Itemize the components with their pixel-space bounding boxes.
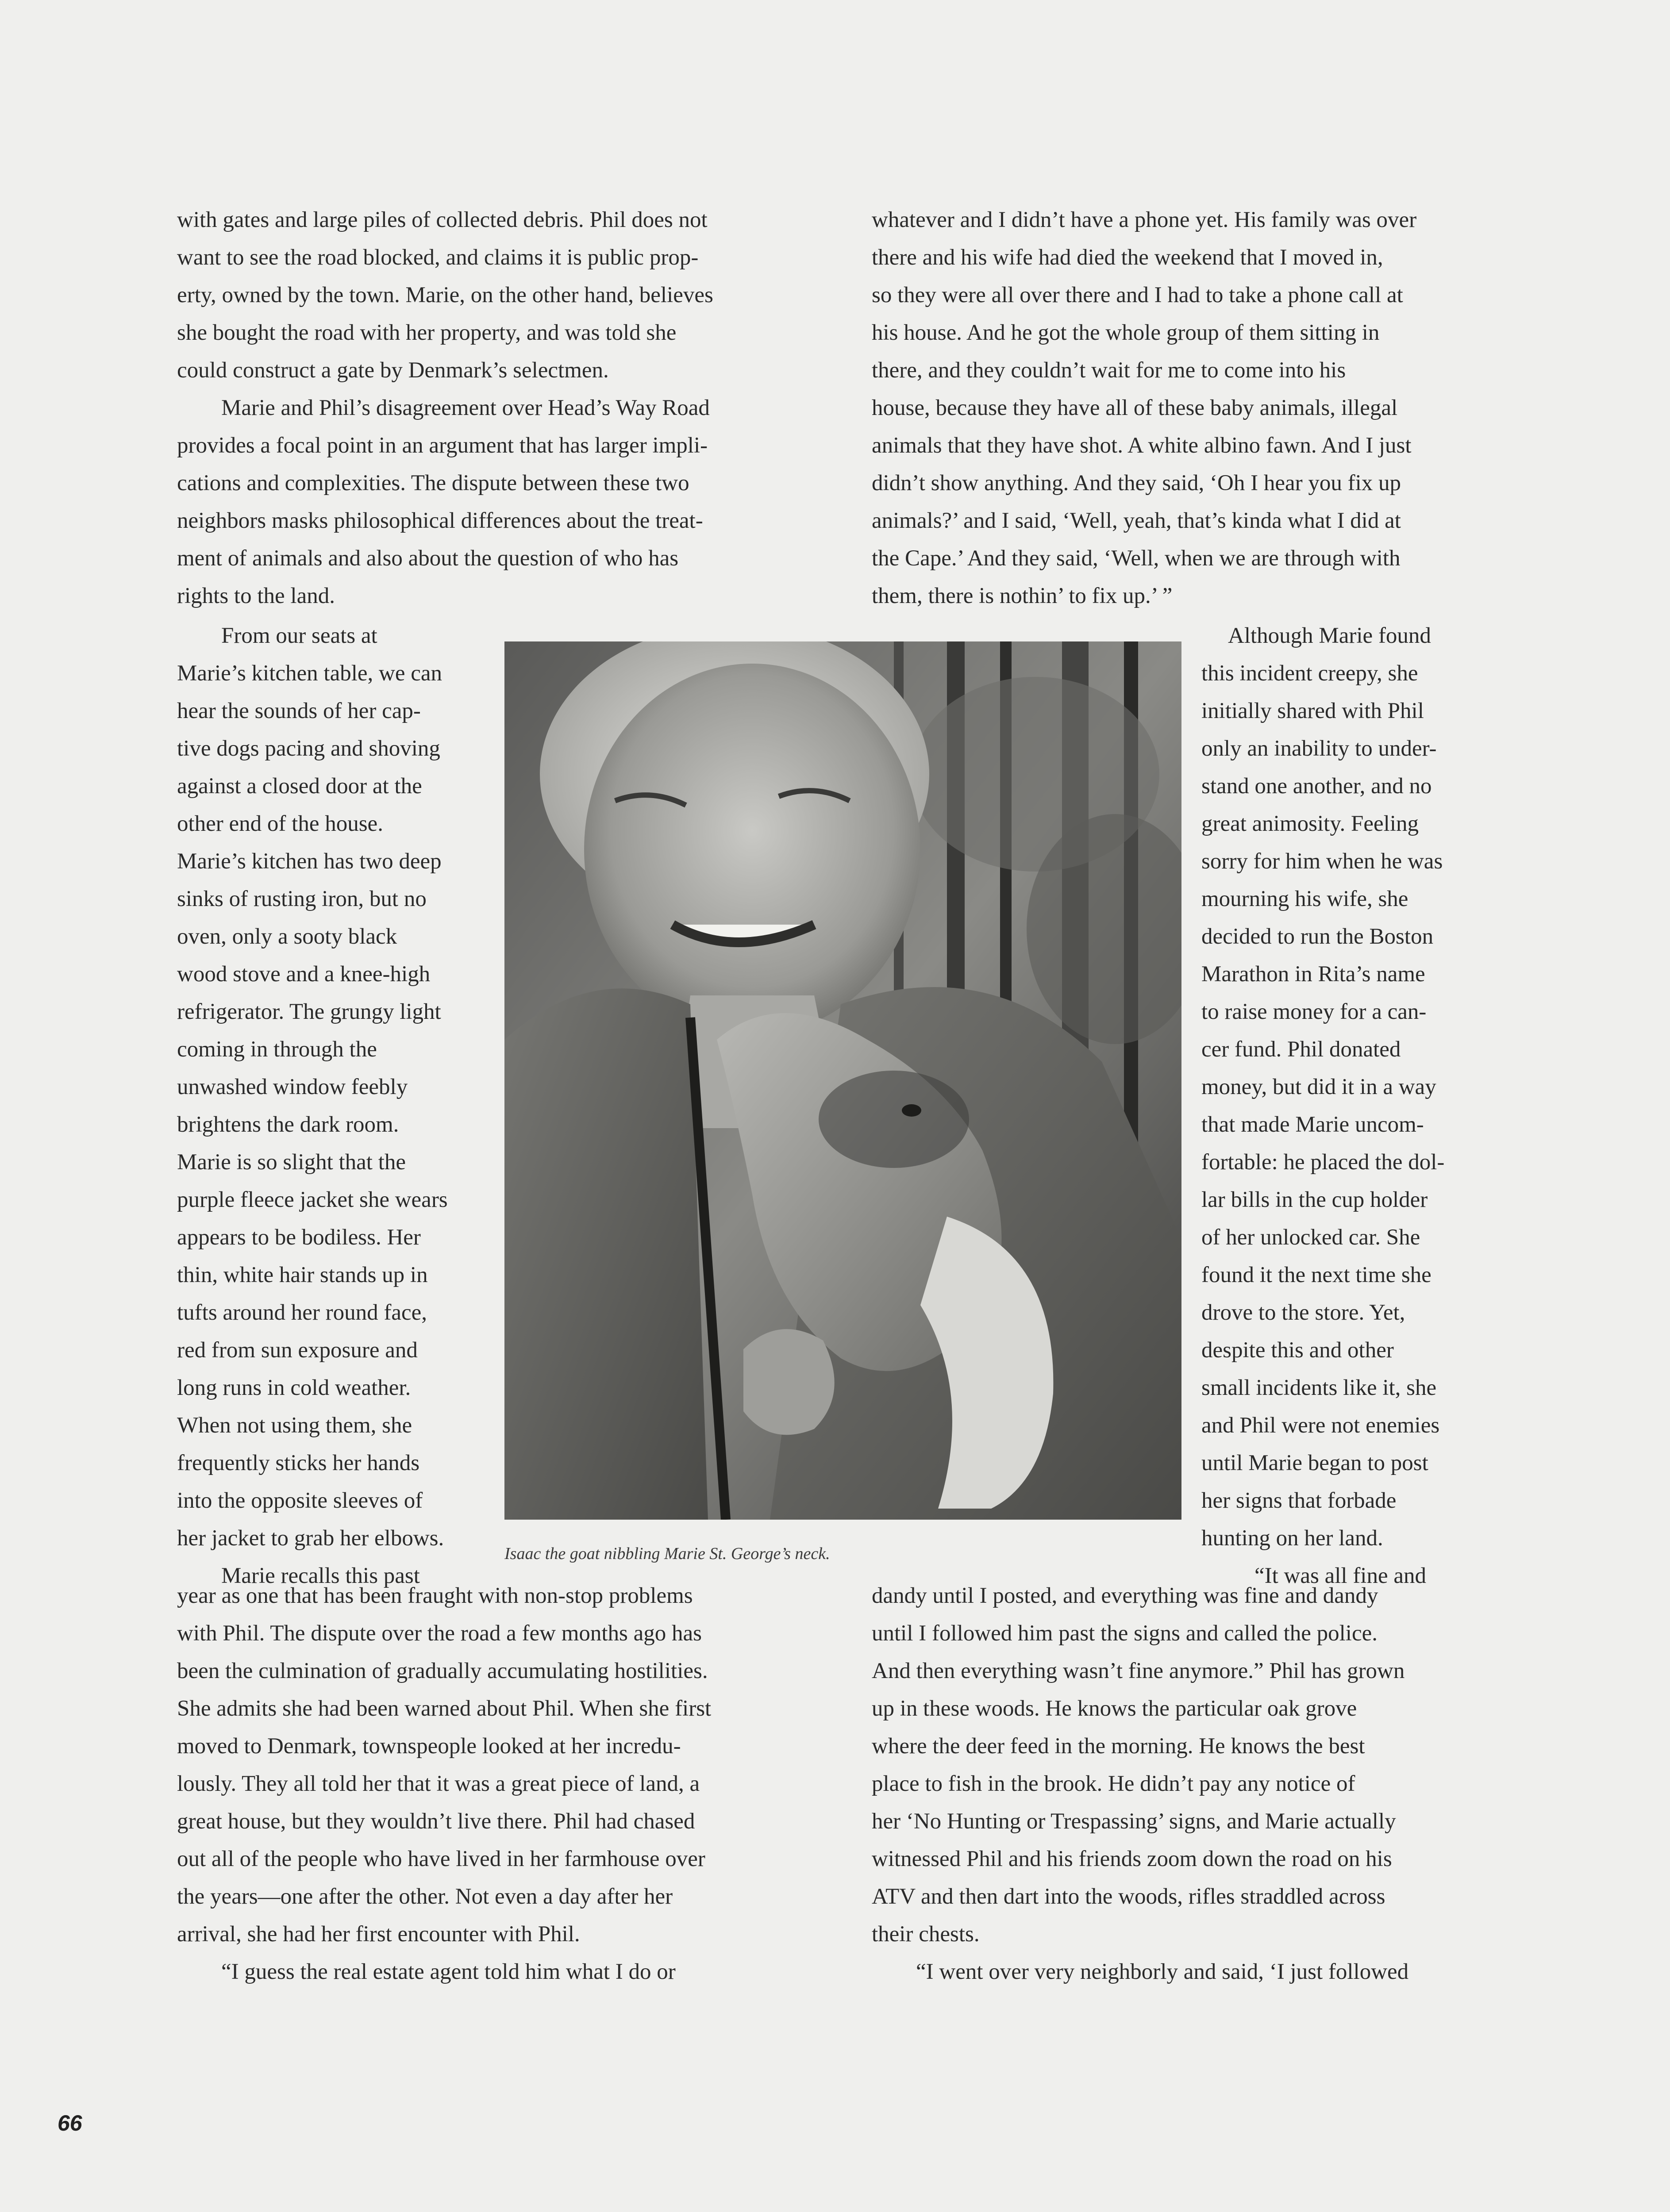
text-line: oven, only a sooty black	[177, 924, 397, 949]
text-line: lously. They all told her that it was a great piece of land, a	[177, 1771, 700, 1796]
text-line: “I went over very neighborly and said, ‘I just followed	[916, 1959, 1409, 1984]
text-line: until I followed him past the signs and called the police.	[872, 1621, 1378, 1646]
text-line: could construct a gate by Denmark’s selectmen.	[177, 358, 609, 383]
text-line: long runs in cold weather.	[177, 1375, 411, 1400]
text-line: other end of the house.	[177, 811, 383, 836]
text-line: animals that they have shot. A white albino fawn. And I just	[872, 433, 1412, 458]
text-line: his house. And he got the whole group of them sitting in	[872, 320, 1380, 345]
text-line: their chests.	[872, 1922, 980, 1947]
text-line: “I guess the real estate agent told him what I do or	[221, 1959, 676, 1984]
text-line: and Phil were not enemies	[1201, 1413, 1440, 1438]
text-line: frequently sticks her hands	[177, 1451, 420, 1475]
text-line: coming in through the	[177, 1037, 377, 1062]
text-line: hear the sounds of her cap-	[177, 699, 421, 723]
text-line: arrival, she had her first encounter with Phil.	[177, 1922, 580, 1947]
text-line: brightens the dark room.	[177, 1112, 399, 1137]
right-column-wrap-text	[1201, 617, 1489, 1595]
text-line: to raise money for a can-	[1201, 999, 1427, 1024]
text-line: sinks of rusting iron, but no	[177, 887, 427, 911]
text-line: ATV and then dart into the woods, rifles straddled across	[872, 1884, 1385, 1909]
text-line: Marie’s kitchen table, we can	[177, 661, 443, 686]
text-line: decided to run the Boston	[1201, 924, 1434, 949]
text-line: appears to be bodiless. Her	[177, 1225, 421, 1250]
text-line: red from sun exposure and	[177, 1338, 418, 1363]
text-line: Marie is so slight that the	[177, 1150, 406, 1175]
text-line: tive dogs pacing and shoving	[177, 736, 440, 761]
text-line: that made Marie uncom-	[1201, 1112, 1424, 1137]
text-line: Marie’s kitchen has two deep	[177, 849, 442, 874]
text-line: unwashed window feebly	[177, 1075, 408, 1099]
right-column-bottom-text	[872, 1577, 1487, 1991]
text-line: whatever and I didn’t have a phone yet. His family was over	[872, 207, 1417, 232]
text-line: been the culmination of gradually accumulating hostilities.	[177, 1659, 708, 1683]
text-line: Although Marie found	[1228, 623, 1431, 648]
text-line: erty, owned by the town. Marie, on the other hand, believes	[177, 283, 713, 307]
text-line: moved to Denmark, townspeople looked at her incredu-	[177, 1734, 681, 1759]
text-line: place to fish in the brook. He didn’t pay any notice of	[872, 1771, 1355, 1796]
text-line: mourning his wife, she	[1201, 887, 1408, 911]
text-line: sorry for him when he was	[1201, 849, 1443, 874]
text-line: where the deer feed in the morning. He knows the best	[872, 1734, 1365, 1759]
text-line: thin, white hair stands up in	[177, 1263, 428, 1287]
text-line: want to see the road blocked, and claims it is public prop-	[177, 245, 699, 270]
text-line: drove to the store. Yet,	[1201, 1300, 1405, 1325]
text-line: them, there is nothin’ to fix up.’ ”	[872, 584, 1173, 608]
text-line: tufts around her round face,	[177, 1300, 427, 1325]
text-line: year as one that has been fraught with non-stop problems	[177, 1583, 693, 1608]
text-line: From our seats at	[221, 623, 377, 648]
text-line: When not using them, she	[177, 1413, 412, 1438]
text-line: hunting on her land.	[1201, 1526, 1383, 1551]
text-line: wood stove and a knee-high	[177, 962, 431, 987]
text-line: house, because they have all of these baby animals, illegal	[872, 396, 1398, 420]
text-line: up in these woods. He knows the particular oak grove	[872, 1696, 1357, 1721]
text-line: only an inability to under-	[1201, 736, 1437, 761]
text-line: out all of the people who have lived in her farmhouse over	[177, 1847, 705, 1871]
page-number: 66	[58, 2111, 82, 2135]
text-line: despite this and other	[1201, 1338, 1394, 1363]
text-line: And then everything wasn’t fine anymore.” Phil has grown	[872, 1659, 1405, 1683]
text-line: Marathon in Rita’s name	[1201, 962, 1425, 987]
text-line: found it the next time she	[1201, 1263, 1431, 1287]
text-line: great house, but they wouldn’t live there. Phil had chased	[177, 1809, 695, 1834]
text-line: fortable: he placed the dol-	[1201, 1150, 1445, 1175]
text-line: She admits she had been warned about Phil. When she first	[177, 1696, 712, 1721]
text-line: until Marie began to post	[1201, 1451, 1428, 1475]
photo-caption: Isaac the goat nibbling Marie St. George’s neck.	[504, 1544, 830, 1563]
text-line: so they were all over there and I had to take a phone call at	[872, 283, 1403, 307]
text-line: there and his wife had died the weekend that I moved in,	[872, 245, 1383, 270]
text-line: Marie recalls this past	[221, 1563, 420, 1588]
left-column-bottom-text	[177, 1577, 792, 1991]
text-line: provides a focal point in an argument that has larger impli-	[177, 433, 708, 458]
text-line: her signs that forbade	[1201, 1488, 1397, 1513]
text-line: didn’t show anything. And they said, ‘Oh I hear you fix up	[872, 471, 1401, 495]
text-line: with gates and large piles of collected debris. Phil does not	[177, 207, 708, 232]
text-line: small incidents like it, she	[1201, 1375, 1437, 1400]
text-line: her jacket to grab her elbows.	[177, 1526, 444, 1551]
text-line: rights to the land.	[177, 584, 335, 608]
text-line: the Cape.’ And they said, ‘Well, when we are through with	[872, 546, 1401, 571]
text-line: the years—one after the other. Not even a day after her	[177, 1884, 673, 1909]
left-column-top-text	[177, 201, 792, 615]
text-line: stand one another, and no	[1201, 774, 1432, 799]
text-line: great animosity. Feeling	[1201, 811, 1419, 836]
left-column-wrap-text	[177, 617, 487, 1595]
text-line: money, but did it in a way	[1201, 1075, 1436, 1099]
photo-illustration-icon	[504, 641, 1181, 1520]
text-line: her ‘No Hunting or Trespassing’ signs, and Marie actually	[872, 1809, 1396, 1834]
text-line: “It was all fine and	[1254, 1563, 1427, 1588]
text-line: neighbors masks philosophical differences about the treat-	[177, 508, 703, 533]
text-line: purple fleece jacket she wears	[177, 1187, 448, 1212]
text-line: lar bills in the cup holder	[1201, 1187, 1428, 1212]
text-line: of her unlocked car. She	[1201, 1225, 1420, 1250]
text-line: there, and they couldn’t wait for me to come into his	[872, 358, 1346, 383]
text-line: she bought the road with her property, and was told she	[177, 320, 677, 345]
text-line: with Phil. The dispute over the road a few months ago has	[177, 1621, 702, 1646]
photo-woman-with-goat	[504, 641, 1181, 1520]
text-line: cations and complexities. The dispute between these two	[177, 471, 689, 495]
text-line: refrigerator. The grungy light	[177, 999, 441, 1024]
text-line: this incident creepy, she	[1201, 661, 1418, 686]
text-line: Marie and Phil’s disagreement over Head’s Way Road	[221, 396, 710, 420]
text-line: into the opposite sleeves of	[177, 1488, 423, 1513]
text-line: against a closed door at the	[177, 774, 422, 799]
text-line: dandy until I posted, and everything was fine and dandy	[872, 1583, 1378, 1608]
text-line: initially shared with Phil	[1201, 699, 1424, 723]
text-line: animals?’ and I said, ‘Well, yeah, that’s kinda what I did at	[872, 508, 1401, 533]
text-line: witnessed Phil and his friends zoom down the road on his	[872, 1847, 1392, 1871]
text-line: ment of animals and also about the question of who has	[177, 546, 679, 571]
text-line: cer fund. Phil donated	[1201, 1037, 1401, 1062]
right-column-top-text	[872, 201, 1487, 615]
